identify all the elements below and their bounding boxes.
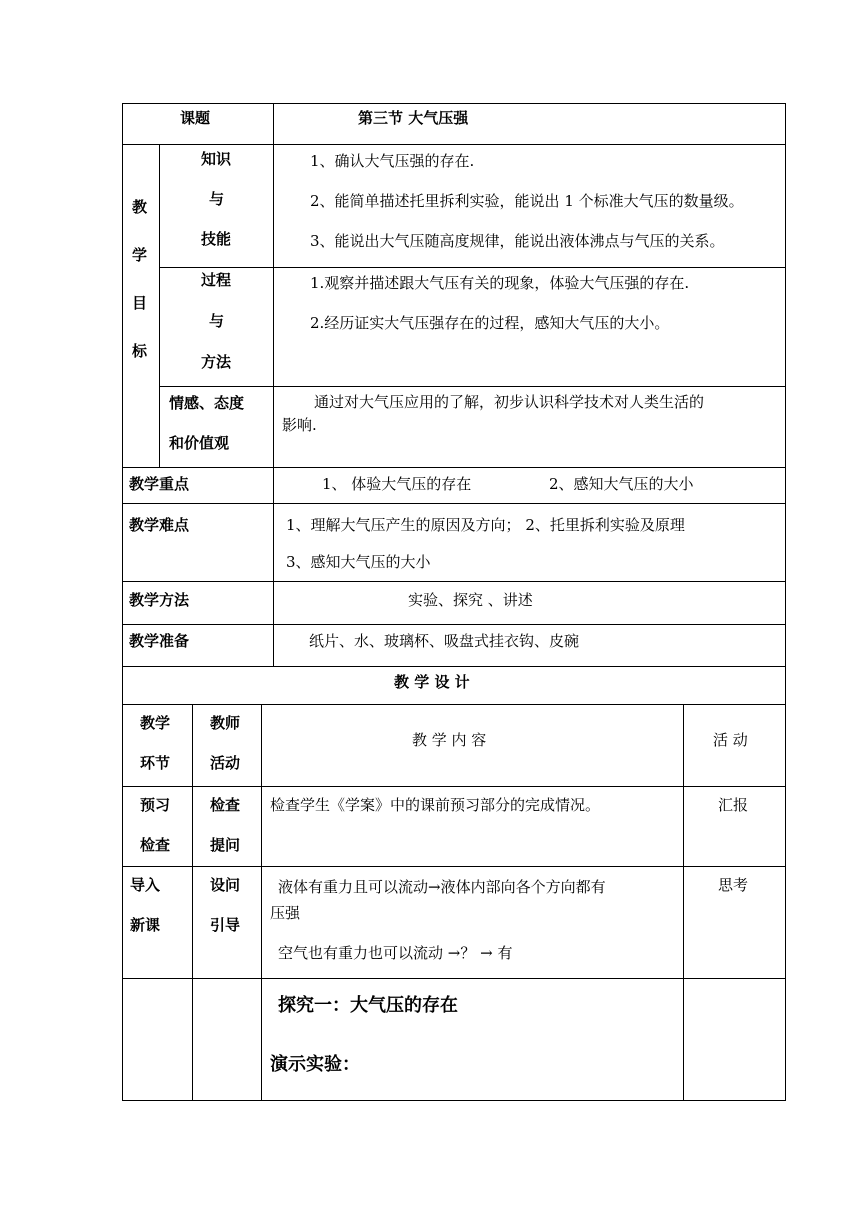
table-border-top bbox=[122, 103, 786, 104]
key-point-item: 1、 体验大气压的存在 bbox=[322, 475, 472, 493]
row-divider bbox=[122, 144, 786, 145]
design-row-teacher: 提问 bbox=[210, 836, 241, 854]
difficulty-item: 3、感知大气压的大小 bbox=[286, 553, 431, 571]
process-label: 方法 bbox=[201, 353, 232, 371]
knowledge-label: 知识 bbox=[201, 150, 232, 168]
demo-experiment-heading: 演示实验： bbox=[270, 1054, 360, 1075]
row-divider bbox=[159, 267, 786, 268]
col-divider bbox=[273, 103, 274, 667]
design-row-content: 液体有重力且可以流动→液体内部向各个方向都有 bbox=[278, 878, 606, 896]
column-header-stage: 教学 bbox=[140, 714, 171, 732]
emotion-text: 通过对大气压应用的了解，初步认识科学技术对人类生活的 bbox=[314, 393, 705, 411]
col-divider bbox=[192, 704, 193, 1101]
subject-label: 课题 bbox=[180, 109, 211, 127]
row-divider bbox=[122, 581, 786, 582]
process-label: 过程 bbox=[201, 271, 232, 289]
design-row-content: 检查学生《学案》中的课前预习部分的完成情况。 bbox=[270, 796, 601, 814]
emotion-label: 和价值观 bbox=[169, 434, 230, 452]
design-title: 教 学 设 计 bbox=[394, 673, 470, 691]
design-row-content: 压强 bbox=[270, 904, 301, 922]
process-item: 2.经历证实大气压强存在的过程，感知大气压的大小。 bbox=[310, 314, 670, 332]
table-border-bottom bbox=[122, 1100, 786, 1101]
knowledge-label: 技能 bbox=[201, 230, 232, 248]
row-divider bbox=[122, 978, 786, 979]
knowledge-item: 3、能说出大气压随高度规律，能说出液体沸点与气压的关系。 bbox=[310, 232, 725, 250]
process-item: 1.观察并描述跟大气压有关的现象，体验大气压强的存在. bbox=[310, 274, 690, 292]
table-border-left bbox=[122, 103, 123, 1101]
design-row-stage: 新课 bbox=[130, 916, 161, 934]
row-divider bbox=[159, 386, 786, 387]
design-row-activity: 思考 bbox=[718, 876, 749, 894]
exploration-heading: 探究一：大气压的存在 bbox=[278, 995, 458, 1016]
row-divider bbox=[122, 866, 786, 867]
objectives-group-char: 标 bbox=[132, 342, 148, 360]
design-row-stage: 导入 bbox=[130, 876, 161, 894]
design-row-teacher: 设问 bbox=[210, 876, 241, 894]
row-divider bbox=[122, 467, 786, 468]
key-point-item: 2、感知大气压的大小 bbox=[549, 475, 694, 493]
design-row-activity: 汇报 bbox=[718, 796, 749, 814]
lesson-title: 第三节 大气压强 bbox=[358, 109, 469, 127]
col-divider bbox=[261, 704, 262, 1101]
preparation-label: 教学准备 bbox=[129, 632, 190, 650]
knowledge-item: 2、能简单描述托里拆利实验，能说出 1 个标准大气压的数量级。 bbox=[310, 192, 744, 210]
emotion-text: 影响. bbox=[282, 416, 317, 434]
objectives-group-char: 学 bbox=[132, 246, 148, 264]
table-border-right bbox=[785, 103, 786, 1101]
method-value: 实验、探究 、讲述 bbox=[408, 591, 533, 609]
objectives-group-char: 目 bbox=[132, 294, 148, 312]
column-header-teacher: 活动 bbox=[210, 754, 241, 772]
column-header-content: 教 学 内 容 bbox=[412, 731, 487, 749]
key-points-label: 教学重点 bbox=[129, 475, 190, 493]
design-row-teacher: 引导 bbox=[210, 916, 241, 934]
column-header-activity: 活 动 bbox=[713, 731, 748, 749]
design-row-stage: 预习 bbox=[140, 796, 171, 814]
row-divider bbox=[122, 503, 786, 504]
row-divider bbox=[122, 666, 786, 667]
row-divider bbox=[122, 624, 786, 625]
design-row-stage: 检查 bbox=[140, 836, 171, 854]
row-divider bbox=[122, 786, 786, 787]
column-header-teacher: 教师 bbox=[210, 714, 241, 732]
emotion-label: 情感、态度 bbox=[169, 394, 245, 412]
design-row-content: 空气也有重力也可以流动 →？ → 有 bbox=[278, 944, 513, 962]
design-row-teacher: 检查 bbox=[210, 796, 241, 814]
process-label: 与 bbox=[209, 312, 225, 330]
knowledge-label: 与 bbox=[209, 190, 225, 208]
row-divider bbox=[122, 704, 786, 705]
difficulties-label: 教学难点 bbox=[129, 516, 190, 534]
objectives-group-char: 教 bbox=[132, 198, 148, 216]
column-header-stage: 环节 bbox=[140, 754, 171, 772]
knowledge-item: 1、确认大气压强的存在. bbox=[310, 152, 475, 170]
col-divider bbox=[683, 704, 684, 1101]
difficulty-item: 1、理解大气压产生的原因及方向； 2、托里拆利实验及原理 bbox=[286, 516, 685, 534]
col-divider bbox=[159, 144, 160, 468]
method-label: 教学方法 bbox=[129, 591, 190, 609]
preparation-value: 纸片、水、玻璃杯、吸盘式挂衣钩、皮碗 bbox=[309, 632, 580, 650]
